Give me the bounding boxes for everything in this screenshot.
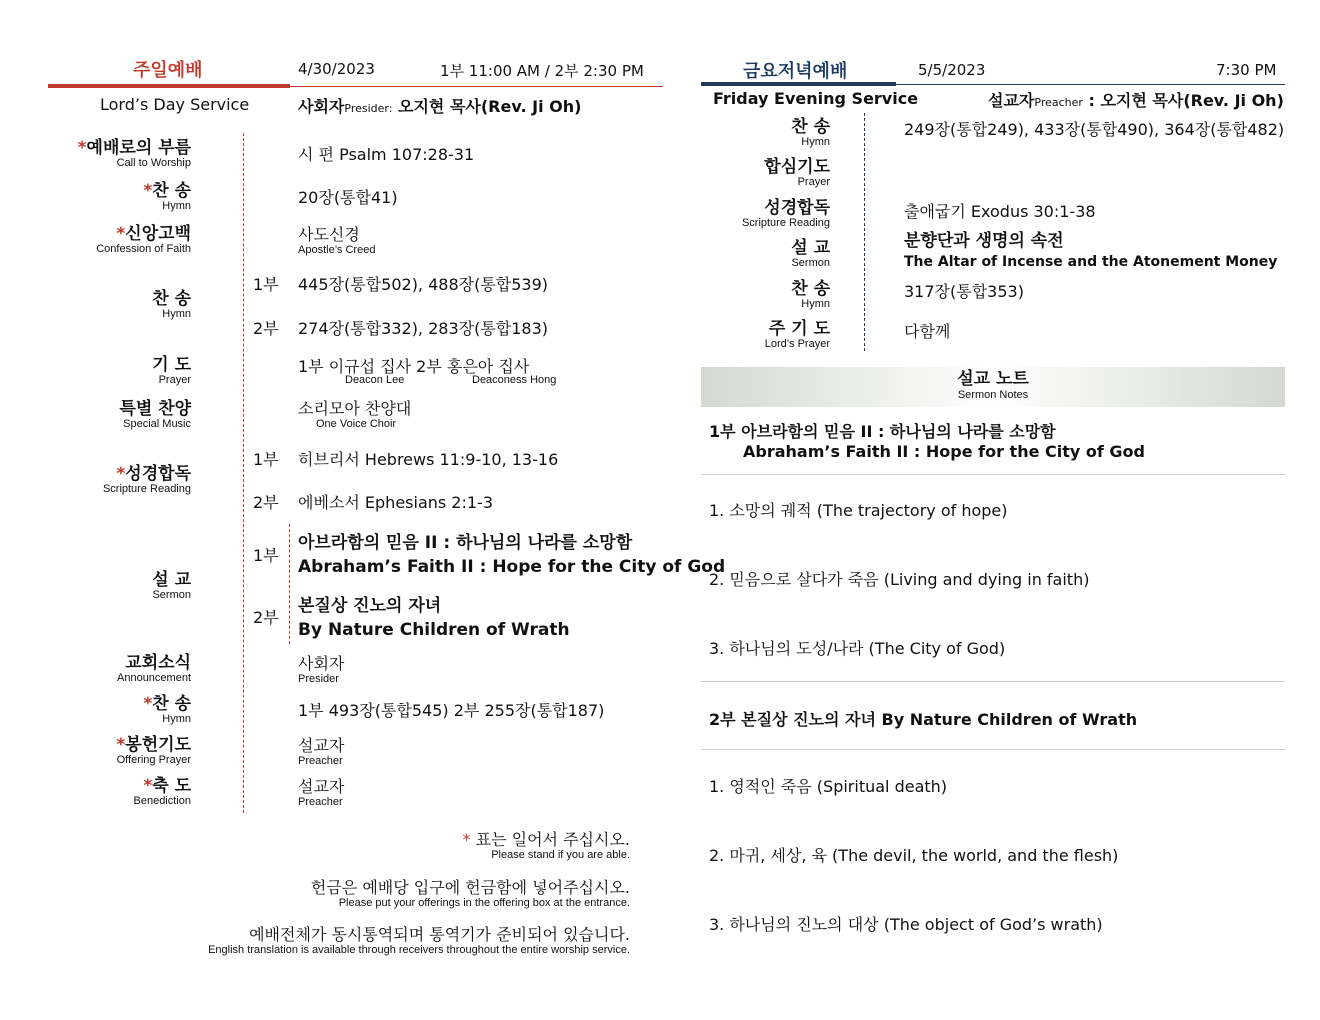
content-prayer: 1부 이규섭 집사 2부 홍은아 집사 [298,357,530,376]
part-marker: 1부 [253,450,279,469]
part-marker: 2부 [253,493,279,512]
label-benediction: *축 도 Benediction [133,776,191,807]
content-prayer-sub1: Deacon Lee [345,374,405,386]
part-marker: 1부 [253,275,279,294]
presider-line [298,94,581,117]
left-title-rule [290,86,663,87]
content-scripture-part2: 에베소서 Ephesians 2:1-3 [298,493,494,512]
content-special-music: 소리모아 찬양대 One Voice Choir [298,399,412,430]
notes-rule [701,749,1285,750]
label-announcement: 교회소식 Announcement [117,653,191,684]
preacher-line [988,88,1284,111]
right-label-hymn-2: 찬 송 Hymn [791,279,830,310]
notes-point: 3. 하나님의 진노의 대상 (The object of God’s wrath) [709,915,1103,934]
notes-point: 3. 하나님의 도성/나라 (The City of God) [709,639,1006,658]
label-scripture: *성경합독 Scripture Reading [102,464,191,495]
left-times: 1부 11:00 AM / 2부 2:30 PM [440,62,644,80]
notes-rule [701,681,1285,682]
content-sermon-part2: 본질상 진노의 자녀 By Nature Children of Wrath [298,596,570,640]
left-title-bar [48,84,290,88]
sermon-divider [289,524,290,644]
preacher-name: : 오지현 목사(Rev. Ji Oh) [1088,91,1284,110]
content-sermon-part1: 아브라함의 믿음 II : 하나님의 나라를 소망함 Abraham’s Faith II : Hope for the City of God [298,533,726,577]
right-content-hymn-1: 249장(통합249), 433장(통합490), 364장(통합482) [904,120,1285,139]
right-label-sermon: 설 교 Sermon [791,238,830,269]
left-date: 4/30/2023 [298,60,375,78]
right-label-lords-prayer: 주 기 도 Lord’s Prayer [764,319,830,350]
right-title-ko: 금요저녁예배 [743,61,848,82]
footer-translation: 예배전체가 동시통역되며 통역기가 준비되어 있습니다. English translation is available through receivers throughout the entire worship service. [208,925,630,956]
label-offering-prayer: *봉헌기도 Offering Prayer [116,735,191,766]
left-title-ko: 주일예배 [133,60,203,81]
right-label-prayer: 합심기도 Prayer [764,157,830,188]
content-scripture-part1: 히브리서 Hebrews 11:9-10, 13-16 [298,450,559,469]
content-offering-prayer: 설교자 Preacher [298,736,345,767]
left-title-en: Lord’s Day Service [100,95,250,114]
content-hymn-3: 1부 493장(통합545) 2부 255장(통합187) [298,701,605,720]
right-title-en: Friday Evening Service [713,89,919,108]
right-content-hymn-2: 317장(통합353) [904,282,1024,301]
part-marker: 1부 [253,546,279,565]
right-content-lords-prayer: 다함께 [904,322,951,341]
left-divider [243,133,244,813]
notes-point: 2. 마귀, 세상, 육 (The devil, the world, and the flesh) [709,846,1119,865]
content-hymn-2-part1: 445장(통합502), 488장(통합539) [298,275,549,294]
footer-offering: 헌금은 예배당 입구에 헌금함에 넣어주십시오. Please put your offerings in the offering box at the entrance. [310,878,630,909]
content-hymn-1: 20장(통합41) [298,188,398,207]
label-confession: *신앙고백 Confession of Faith [96,224,191,255]
presider-name: 오지현 목사(Rev. Ji Oh) [398,97,582,116]
content-confession: 사도신경 Apostle’s Creed [298,225,376,256]
label-prayer: 기 도 Prayer [152,355,191,386]
preacher-label-en: Preacher [1034,96,1083,109]
notes-point: 1. 소망의 궤적 (The trajectory of hope) [709,501,1008,520]
notes-point: 2. 믿음으로 살다가 죽음 (Living and dying in faith) [709,570,1090,589]
label-special-music: 특별 찬양 Special Music [119,399,191,430]
right-title-bar [701,82,896,86]
part-marker: 2부 [253,608,279,627]
label-hymn-3: *찬 송 Hymn [143,694,191,725]
notes-sermon2-title: 2부 본질상 진노의 자녀 By Nature Children of Wrath [709,710,1138,729]
notes-rule [701,474,1285,475]
right-date: 5/5/2023 [918,61,986,79]
notes-point: 1. 영적인 죽음 (Spiritual death) [709,777,948,796]
label-call-to-worship: *예배로의 부름 Call to Worship [77,138,191,169]
right-label-scripture: 성경합독 Scripture Reading [741,198,830,229]
right-divider [864,113,865,351]
part-marker: 2부 [253,319,279,338]
presider-label-en: Presider: [344,102,393,115]
label-sermon: 설 교 Sermon [152,570,191,601]
content-announcement: 사회자 Presider [298,654,345,685]
presider-label-ko: 사회자 [298,97,345,116]
right-content-scripture: 출애굽기 Exodus 30:1-38 [904,202,1096,221]
sermon-notes-title: 설교 노트 Sermon Notes [957,369,1029,401]
content-call-to-worship: 시 편 Psalm 107:28-31 [298,145,475,164]
content-prayer-sub2: Deaconess Hong [472,374,557,386]
right-time: 7:30 PM [1216,61,1277,79]
notes-sermon1-title: 1부 아브라함의 믿음 II : 하나님의 나라를 소망함 Abraham’s Faith II : Hope for the City of God [709,422,1145,461]
label-hymn-2: 찬 송 Hymn [152,289,191,320]
right-label-hymn-1: 찬 송 Hymn [791,117,830,148]
footer-stand: * 표는 일어서 주십시오. Please stand if you are able. [462,830,630,861]
right-title-rule [896,84,1285,85]
content-hymn-2-part2: 274장(통합332), 283장(통합183) [298,319,549,338]
content-benediction: 설교자 Preacher [298,777,345,808]
right-content-sermon: 분향단과 생명의 속전 The Altar of Incense and the Atonement Money [904,231,1278,270]
preacher-label-ko: 설교자 [988,91,1035,110]
label-hymn-1: *찬 송 Hymn [143,181,191,212]
